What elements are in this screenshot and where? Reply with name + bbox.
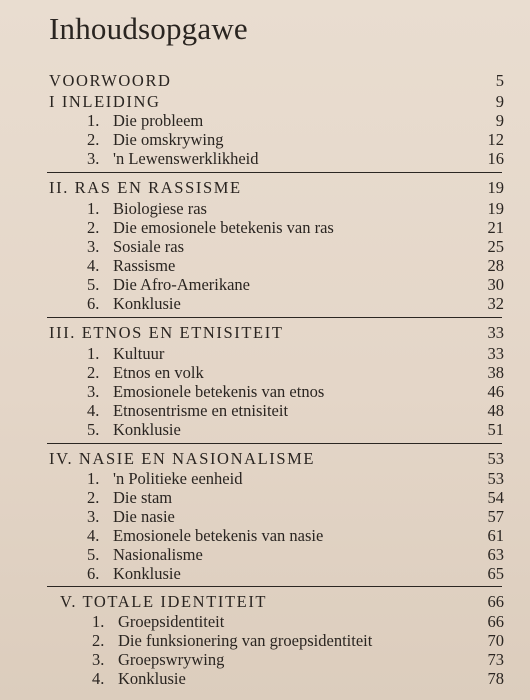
toc-chapter-2 — [0, 178, 530, 198]
toc-item-label: Die probleem — [113, 111, 204, 130]
toc-item — [0, 631, 530, 651]
toc-entry-label: I INLEIDING — [49, 92, 161, 111]
toc-item-label: 'n Lewenswerklikheid — [113, 149, 259, 168]
toc-page-number: 51 — [487, 420, 504, 439]
section-divider — [47, 172, 502, 173]
toc-page-number: 65 — [487, 564, 504, 583]
toc-chapter-5 — [0, 592, 530, 612]
toc-item-label: Die emosionele betekenis van ras — [113, 218, 334, 237]
toc-page-number: 32 — [487, 294, 504, 313]
toc-item-label: Konklusie — [113, 294, 181, 313]
toc-page-number: 46 — [487, 382, 504, 401]
toc-item-number: 1. — [87, 344, 100, 363]
toc-item — [0, 401, 530, 421]
toc-item-label: Die Afro-Amerikane — [113, 275, 250, 294]
section-divider — [47, 317, 502, 318]
toc-item-label: Etnos en volk — [113, 363, 204, 382]
toc-item — [0, 488, 530, 508]
toc-item-label: Biologiese ras — [113, 199, 207, 218]
toc-item-label: Die funksionering van groepsidentiteit — [118, 631, 373, 650]
toc-entry-label: V. TOTALE IDENTITEIT — [60, 592, 268, 611]
toc-item-number: 3. — [87, 507, 100, 526]
toc-item-number: 6. — [87, 294, 100, 313]
toc-page-number: 9 — [495, 111, 504, 130]
toc-page-number: 21 — [487, 218, 504, 237]
toc-item — [0, 612, 530, 632]
toc-page-number: 33 — [487, 344, 504, 363]
toc-page-number: 19 — [487, 199, 504, 218]
toc-item — [0, 294, 530, 314]
toc-page-number: 12 — [487, 130, 504, 149]
toc-item-number: 5. — [87, 545, 100, 564]
toc-item-label: Nasionalisme — [113, 545, 203, 564]
toc-page-number: 61 — [487, 526, 504, 545]
toc-item-number: 2. — [87, 363, 100, 382]
toc-item-label: Konklusie — [118, 669, 186, 688]
toc-item — [0, 669, 530, 689]
toc-entry-label: VOORWOORD — [49, 71, 172, 90]
toc-item-label: Die stam — [113, 488, 173, 507]
toc-item-number: 6. — [87, 564, 100, 583]
toc-item-label: 'n Politieke eenheid — [113, 469, 243, 488]
toc-chapter-1 — [0, 92, 530, 112]
toc-item — [0, 130, 530, 150]
toc-item — [0, 564, 530, 584]
toc-item — [0, 363, 530, 383]
toc-item-number: 3. — [87, 237, 100, 256]
toc-page-number: 28 — [487, 256, 504, 275]
toc-page-number: 9 — [495, 92, 504, 111]
toc-item — [0, 420, 530, 440]
toc-page-number: 78 — [487, 669, 504, 688]
toc-item — [0, 149, 530, 169]
toc-item-label: Sosiale ras — [113, 237, 185, 256]
toc-page-number: 63 — [487, 545, 504, 564]
toc-item-number: 3. — [87, 382, 100, 401]
toc-item — [0, 237, 530, 257]
toc-entry-label: IV. NASIE EN NASIONALISME — [49, 449, 316, 468]
page-title: Inhoudsopgawe — [49, 11, 248, 46]
toc-page-number: 33 — [487, 323, 504, 342]
toc-item — [0, 275, 530, 295]
toc-item-label: Die nasie — [113, 507, 175, 526]
toc-item-number: 1. — [87, 111, 100, 130]
toc-item-number: 1. — [92, 612, 105, 631]
toc-page-number: 66 — [487, 592, 504, 611]
toc-item-number: 5. — [87, 420, 100, 439]
toc-chapter-3 — [0, 323, 530, 343]
toc-page-number: 54 — [487, 488, 504, 507]
toc-page-number: 73 — [487, 650, 504, 669]
toc-page-number: 38 — [487, 363, 504, 382]
toc-item — [0, 526, 530, 546]
section-divider — [47, 443, 502, 444]
toc-entry-label: II. RAS EN RASSISME — [49, 178, 242, 197]
toc-item-number: 4. — [87, 256, 100, 275]
toc-item — [0, 469, 530, 489]
toc-page-number: 66 — [487, 612, 504, 631]
toc-page-number: 5 — [495, 71, 504, 90]
toc-item-number: 5. — [87, 275, 100, 294]
toc-page-number: 25 — [487, 237, 504, 256]
toc-item-number: 3. — [92, 650, 105, 669]
toc-item — [0, 344, 530, 364]
toc-item-label: Kultuur — [113, 344, 165, 363]
toc-item-label: Konklusie — [113, 564, 181, 583]
toc-page-number: 53 — [487, 449, 504, 468]
toc-item-label: Konklusie — [113, 420, 181, 439]
toc-item-number: 2. — [87, 130, 100, 149]
toc-item-label: Die omskrywing — [113, 130, 224, 149]
toc-item — [0, 650, 530, 670]
toc-item-label: Emosionele betekenis van nasie — [113, 526, 324, 545]
toc-page-number: 53 — [487, 469, 504, 488]
toc-item-label: Groepsidentiteit — [118, 612, 225, 631]
toc-item-number: 2. — [87, 488, 100, 507]
toc-page-number: 57 — [487, 507, 504, 526]
toc-chapter-4 — [0, 449, 530, 469]
toc-item-number: 4. — [87, 526, 100, 545]
toc-item-number: 2. — [92, 631, 105, 650]
toc-item-label: Groepswrywing — [118, 650, 225, 669]
toc-item-number: 4. — [92, 669, 105, 688]
toc-item-label: Etnosentrisme en etnisiteit — [113, 401, 289, 420]
toc-item-number: 1. — [87, 199, 100, 218]
toc-page-number: 30 — [487, 275, 504, 294]
section-divider — [47, 586, 502, 587]
toc-item — [0, 382, 530, 402]
toc-item-number: 3. — [87, 149, 100, 168]
toc-page-number: 19 — [487, 178, 504, 197]
toc-item — [0, 256, 530, 276]
toc-item-number: 4. — [87, 401, 100, 420]
toc-item — [0, 545, 530, 565]
toc-item — [0, 218, 530, 238]
toc-item-label: Rassisme — [113, 256, 176, 275]
toc-entry-label: III. ETNOS EN ETNISITEIT — [49, 323, 284, 342]
toc-page-number: 70 — [487, 631, 504, 650]
toc-page-number: 48 — [487, 401, 504, 420]
toc-item — [0, 199, 530, 219]
toc-item-number: 1. — [87, 469, 100, 488]
toc-item-number: 2. — [87, 218, 100, 237]
toc-page-number: 16 — [487, 149, 504, 168]
toc-item — [0, 111, 530, 131]
toc-entry-voorwoord — [0, 71, 530, 91]
toc-item-label: Emosionele betekenis van etnos — [113, 382, 325, 401]
toc-item — [0, 507, 530, 527]
